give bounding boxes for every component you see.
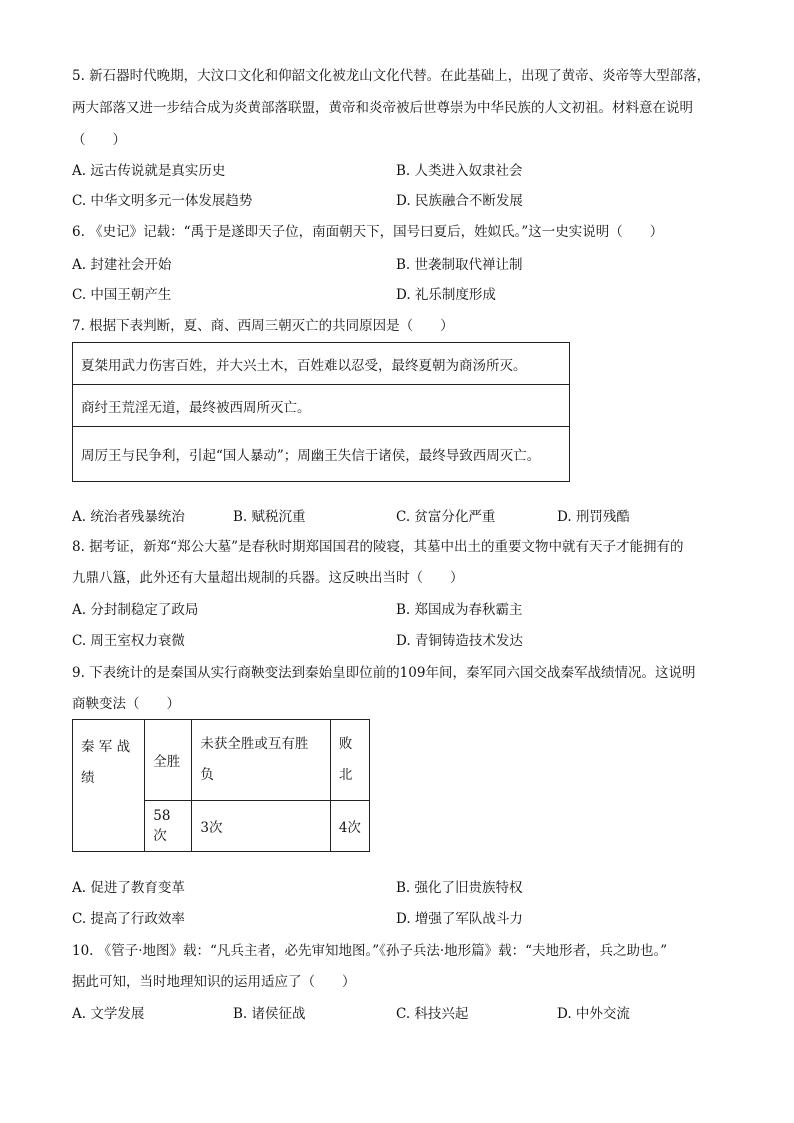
q5-stem-line-3: （ ）	[72, 132, 126, 148]
q10-stem-line-2: 据此可知，当时地理知识的运用适应了（ ）	[72, 974, 356, 990]
q5-option-d[interactable]: D. 民族融合不断发展	[396, 193, 523, 209]
q9-row-header-line: 秦 军 战	[81, 739, 131, 755]
q7-option-a[interactable]: A. 统治者残暴统治	[72, 509, 185, 525]
q9-stem-line-1: 9. 下表统计的是秦国从实行商鞅变法到秦始皇即位前的109年间，秦军同六国交战秦军战绩情况。这说明	[72, 665, 696, 681]
table-row	[73, 385, 570, 427]
q8-option-b[interactable]: B. 郑国成为春秋霸主	[396, 602, 523, 618]
q10-stem-line-1: 10. 《管子·地图》载：“凡兵主者，必先审知地图。”《孙子兵法·地形篇》载：“夫地形者，兵之助也。”	[72, 943, 668, 959]
q9-row-header-line: 绩	[81, 770, 95, 786]
q10-option-d[interactable]: D. 中外交流	[557, 1006, 630, 1022]
q9-row-header	[73, 720, 145, 852]
q8-stem-line-1: 8. 据考证，新郑“郑公大墓”是春秋时期郑国国君的陵寝，其墓中出土的重要文物中就有天子才能拥有的	[72, 539, 684, 555]
q6-option-d[interactable]: D. 礼乐制度形成	[396, 287, 496, 303]
q9-option-d[interactable]: D. 增强了军队战斗力	[396, 911, 523, 927]
q9-col-weihuo	[192, 720, 330, 801]
q9-option-b[interactable]: B. 强化了旧贵族特权	[396, 880, 523, 896]
q6-option-c[interactable]: C. 中国王朝产生	[72, 287, 172, 303]
q9-val-quansheng: 58次	[145, 800, 192, 851]
q7-option-d[interactable]: D. 刑罚残酷	[557, 509, 630, 525]
q7-table-cell: 夏桀用武力伤害百姓，并大兴土木，百姓难以忍受，最终夏朝为商汤所灭。	[73, 343, 570, 385]
q7-table-cell: 周厉王与民争利，引起“国人暴动”；周幽王失信于诸侯，最终导致西周灭亡。	[73, 427, 570, 482]
q7-table	[72, 342, 570, 482]
q9-col-baibei-line: 北	[338, 766, 353, 783]
q7-stem-line-1: 7. 根据下表判断，夏、商、西周三朝灭亡的共同原因是（ ）	[72, 318, 454, 334]
q9-col-baibei-line: 败	[338, 735, 353, 752]
q5-option-b[interactable]: B. 人类进入奴隶社会	[396, 163, 523, 179]
q9-col-weihuo-line: 负	[200, 766, 214, 783]
table-row	[73, 343, 570, 385]
q10-option-b[interactable]: B. 诸侯征战	[233, 1006, 306, 1022]
q8-option-c[interactable]: C. 周王室权力衰微	[72, 633, 185, 649]
q5-stem-line-1: 5. 新石器时代晚期，大汶口文化和仰韶文化被龙山文化代替。在此基础上，出现了黄帝、炎帝等大型部落，	[72, 68, 711, 84]
table-row	[73, 427, 570, 482]
q9-option-c[interactable]: C. 提高了行政效率	[72, 911, 185, 927]
q6-stem-line-1: 6. 《史记》记载：“禹于是遂即天子位，南面朝天下，国号曰夏后，姓姒氏。”这一史实说明（ ）	[72, 224, 664, 240]
q7-option-c[interactable]: C. 贫富分化严重	[396, 509, 496, 525]
q7-table-cell: 商纣王荒淫无道，最终被西周所灭亡。	[73, 385, 570, 427]
q10-option-c[interactable]: C. 科技兴起	[396, 1006, 469, 1022]
q8-option-d[interactable]: D. 青铜铸造技术发达	[396, 633, 523, 649]
q9-val-weihuo: 3次	[192, 800, 330, 851]
q8-stem-line-2: 九鼎八簋，此外还有大量超出规制的兵器。这反映出当时（ ）	[72, 570, 464, 586]
q8-option-a[interactable]: A. 分封制稳定了政局	[72, 602, 199, 618]
table-row	[73, 720, 370, 801]
q9-col-quansheng: 全胜	[145, 720, 192, 801]
q5-option-c[interactable]: C. 中华文明多元一体发展趋势	[72, 193, 253, 209]
q10-option-a[interactable]: A. 文学发展	[72, 1006, 145, 1022]
q6-option-a[interactable]: A. 封建社会开始	[72, 257, 172, 273]
q9-val-baibei: 4次	[330, 800, 369, 851]
q7-option-b[interactable]: B. 赋税沉重	[233, 509, 306, 525]
q5-option-a[interactable]: A. 远古传说就是真实历史	[72, 163, 226, 179]
q9-col-weihuo-line: 未获全胜或互有胜	[200, 735, 309, 752]
q9-option-a[interactable]: A. 促进了教育变革	[72, 880, 185, 896]
q9-col-baibei	[330, 720, 369, 801]
q9-stem-line-2: 商鞅变法（ ）	[72, 696, 180, 712]
q5-stem-line-2: 两大部落又进一步结合成为炎黄部落联盟，黄帝和炎帝被后世尊崇为中华民族的人文初祖。材料意在说明	[72, 100, 693, 116]
q9-table	[72, 719, 370, 852]
q6-option-b[interactable]: B. 世袭制取代禅让制	[396, 257, 523, 273]
